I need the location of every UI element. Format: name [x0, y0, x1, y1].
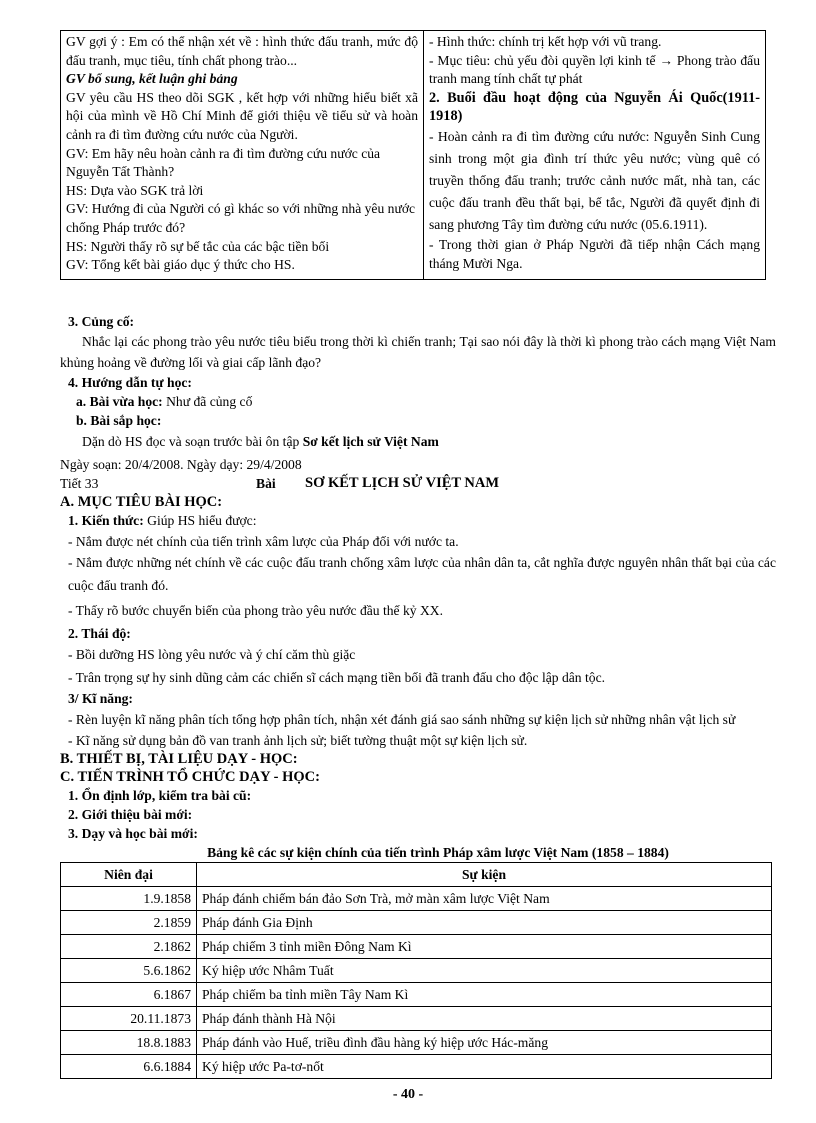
- table-row: [61, 1007, 772, 1031]
- table-row: [61, 1055, 772, 1079]
- event-date: 18.8.1883: [61, 1031, 197, 1055]
- event-date: 6.6.1884: [61, 1055, 197, 1079]
- event-desc: Pháp đánh vào Huế, triều đình đầu hàng ký hiệp ước Hác-măng: [197, 1031, 772, 1055]
- right-para-0: - Hình thức: chính trị kết hợp với vũ trang.: [429, 34, 662, 49]
- right-para-4: - Trong thời gian ở Pháp Người đã tiếp nhận Cách mạng tháng Mười Nga.: [429, 236, 760, 271]
- left-para-5: GV: Hướng đi của Người có gì khác so với những nhà yêu nước chống Pháp trước đó?: [66, 201, 416, 235]
- step-3: 3. Dạy và học bài mới:: [68, 826, 198, 841]
- knowledge-item-2: - Thấy rõ bước chuyển biến của phong trào yêu nước đầu thế kỷ XX.: [68, 603, 444, 618]
- lesson-section: [60, 455, 776, 862]
- skills-item-0: - Rèn luyện kĩ năng phân tích tổng hợp phân tích, nhận xét đánh giá sao sánh những sự kiện lịch sử những nhân vật lịch sử: [68, 712, 736, 727]
- event-date: 5.6.1862: [61, 959, 197, 983]
- event-date: 1.9.1858: [61, 887, 197, 911]
- review-text: Nhắc lại các phong trào yêu nước tiêu biểu trong thời kì chiến tranh; Tại sao nói đây là thời kì phong trào cách mạng Việt Nam khủng hoảng về đường lối và giai cấp lãnh đạo?: [60, 334, 776, 370]
- event-date: 6.1867: [61, 983, 197, 1007]
- self-study-b-text: [60, 432, 776, 451]
- period-label: Tiết 33: [60, 476, 99, 491]
- knowledge-label: 1. Kiến thức:: [68, 513, 144, 528]
- skills-item-1: - Kĩ năng sử dụng bản đồ van tranh ảnh lịch sử; biết tường thuật một sự kiện lịch sử.: [68, 733, 528, 748]
- right-para-1: - Mục tiêu: chủ yếu đòi quyền lợi kinh tế → Phong trào đấu tranh mang tính chất tự phát: [429, 52, 760, 87]
- left-para-6: HS: Người thấy rõ sự bế tắc của các bậc tiền bối: [66, 238, 330, 254]
- lesson-title: SƠ KẾT LỊCH SỬ VIỆT NAM: [305, 475, 500, 491]
- self-study-a: [60, 392, 776, 411]
- event-desc: Ký hiệp ước Pa-tơ-nốt: [197, 1055, 772, 1079]
- skills-heading: 3/ Kĩ năng:: [68, 691, 133, 706]
- content-cell: [424, 31, 766, 280]
- knowledge-line: [60, 511, 776, 530]
- right-para-3: - Hoàn cảnh ra đi tìm đường cứu nước: Nguyễn Sinh Cung sinh trong một gia đình trí thức yêu nước; vùng quê có truyền thống đấu tranh; trước cảnh nước mất, nhà tan, các cuộc đấu tranh đều thất bại, bế tắc, Người đã quyết định đi sang phương Tây tìm đường cứu nước (05.6.1911).: [429, 128, 760, 232]
- header-event: Sự kiện: [197, 863, 772, 887]
- events-header-row: [61, 863, 772, 887]
- left-para-7: GV: Tổng kết bài giáo dục ý thức cho HS.: [66, 257, 295, 273]
- knowledge-text: Giúp HS hiểu được:: [143, 513, 257, 528]
- table-row: [61, 983, 772, 1007]
- event-desc: Ký hiệp ước Nhâm Tuất: [197, 959, 772, 983]
- attitude-item-0: - Bồi dưỡng HS lòng yêu nước và ý chí căm thù giặc: [68, 647, 356, 662]
- left-para-4: HS: Dựa vào SGK trả lời: [66, 182, 204, 198]
- event-desc: Pháp chiếm 3 tỉnh miền Đông Nam Kì: [197, 935, 772, 959]
- event-date: 20.11.1873: [61, 1007, 197, 1031]
- table-row: [61, 959, 772, 983]
- section-a-heading: A. MỤC TIÊU BÀI HỌC:: [60, 494, 223, 510]
- event-desc: Pháp đánh chiếm bán đảo Sơn Trà, mở màn xâm lược Việt Nam: [197, 887, 772, 911]
- self-study-a-label: a. Bài vừa học:: [76, 394, 163, 409]
- event-desc: Pháp đánh thành Hà Nội: [197, 1007, 772, 1031]
- left-para-0: GV gợi ý : Em có thể nhận xét về : hình thức đấu tranh, mức độ đấu tranh, mục tiêu, tính chất phong trào...: [66, 34, 418, 68]
- review-section: [60, 312, 776, 451]
- table-row: [61, 1031, 772, 1055]
- self-study-a-text: Như đã củng cố: [162, 394, 253, 409]
- review-heading: 3. Củng cố:: [68, 314, 135, 329]
- lesson-title-line: [60, 474, 776, 493]
- attitude-heading: 2. Thái độ:: [68, 626, 131, 641]
- teacher-activity-cell: [61, 31, 424, 280]
- page-number: - 40 -: [392, 1087, 424, 1102]
- self-study-b-label: [60, 411, 776, 430]
- event-date: 2.1862: [61, 935, 197, 959]
- header-date: Niên đại: [61, 863, 197, 887]
- table-row: [61, 887, 772, 911]
- section-c-heading: C. TIẾN TRÌNH TỔ CHỨC DẠY - HỌC:: [60, 769, 320, 785]
- section-b-heading: B. THIẾT BỊ, TÀI LIỆU DẠY - HỌC:: [60, 751, 298, 767]
- event-desc: Pháp chiếm ba tỉnh miền Tây Nam Kì: [197, 983, 772, 1007]
- knowledge-item-1: - Nắm được những nét chính về các cuộc đấu tranh chống xâm lược của nhân dân ta, cắt nghĩa được nguyên nhân thất bại của các cuộc đấu tranh đó.: [68, 555, 776, 593]
- table-row: [61, 911, 772, 935]
- self-study-b-bold: Sơ kết lịch sử Việt Nam: [302, 434, 439, 449]
- date-line: Ngày soạn: 20/4/2008. Ngày dạy: 29/4/2008: [60, 457, 302, 472]
- right-para-2: 2. Buổi đầu hoạt động của Nguyễn Ái Quốc(1911-1918): [429, 89, 760, 125]
- self-study-b-label-text: b. Bài sắp học:: [76, 413, 162, 428]
- knowledge-item-0: - Nắm được nét chính của tiến trình xâm lược của Pháp đối với nước ta.: [68, 534, 459, 549]
- self-study-b-plain: Dặn dò HS đọc và soạn trước bài ôn tập: [82, 434, 303, 449]
- event-date: 2.1859: [61, 911, 197, 935]
- lesson-word: Bài: [256, 476, 276, 491]
- table-caption: Bảng kê các sự kiện chính của tiến trình Pháp xâm lược Việt Nam (1858 – 1884): [207, 845, 669, 860]
- self-study-heading: 4. Hướng dẫn tự học:: [68, 375, 192, 390]
- left-para-3: GV: Em hãy nêu hoàn cảnh ra đi tìm đường cứu nước của Nguyễn Tất Thành?: [66, 145, 381, 180]
- attitude-item-1: - Trân trọng sự hy sinh dũng cảm các chiến sĩ cách mạng tiền bối đã tranh đấu cho độc lập dân tộc.: [68, 670, 606, 685]
- step-2: 2. Giới thiệu bài mới:: [68, 807, 193, 822]
- event-desc: Pháp đánh Gia Định: [197, 911, 772, 935]
- left-para-1: GV bổ sung, kết luận ghi bảng: [66, 71, 238, 87]
- table-row: [61, 935, 772, 959]
- activity-table: [60, 30, 766, 280]
- step-1: 1. Ổn định lớp, kiểm tra bài cũ:: [68, 788, 252, 803]
- left-para-2: GV yêu cầu HS theo dõi SGK , kết hợp với những hiểu biết xã hội của mình về Hồ Chí Minh để giới thiệu về tiểu sử và hoàn cảnh ra đi tìm đường cứu nước của Người.: [66, 89, 418, 142]
- events-table: [60, 862, 772, 1079]
